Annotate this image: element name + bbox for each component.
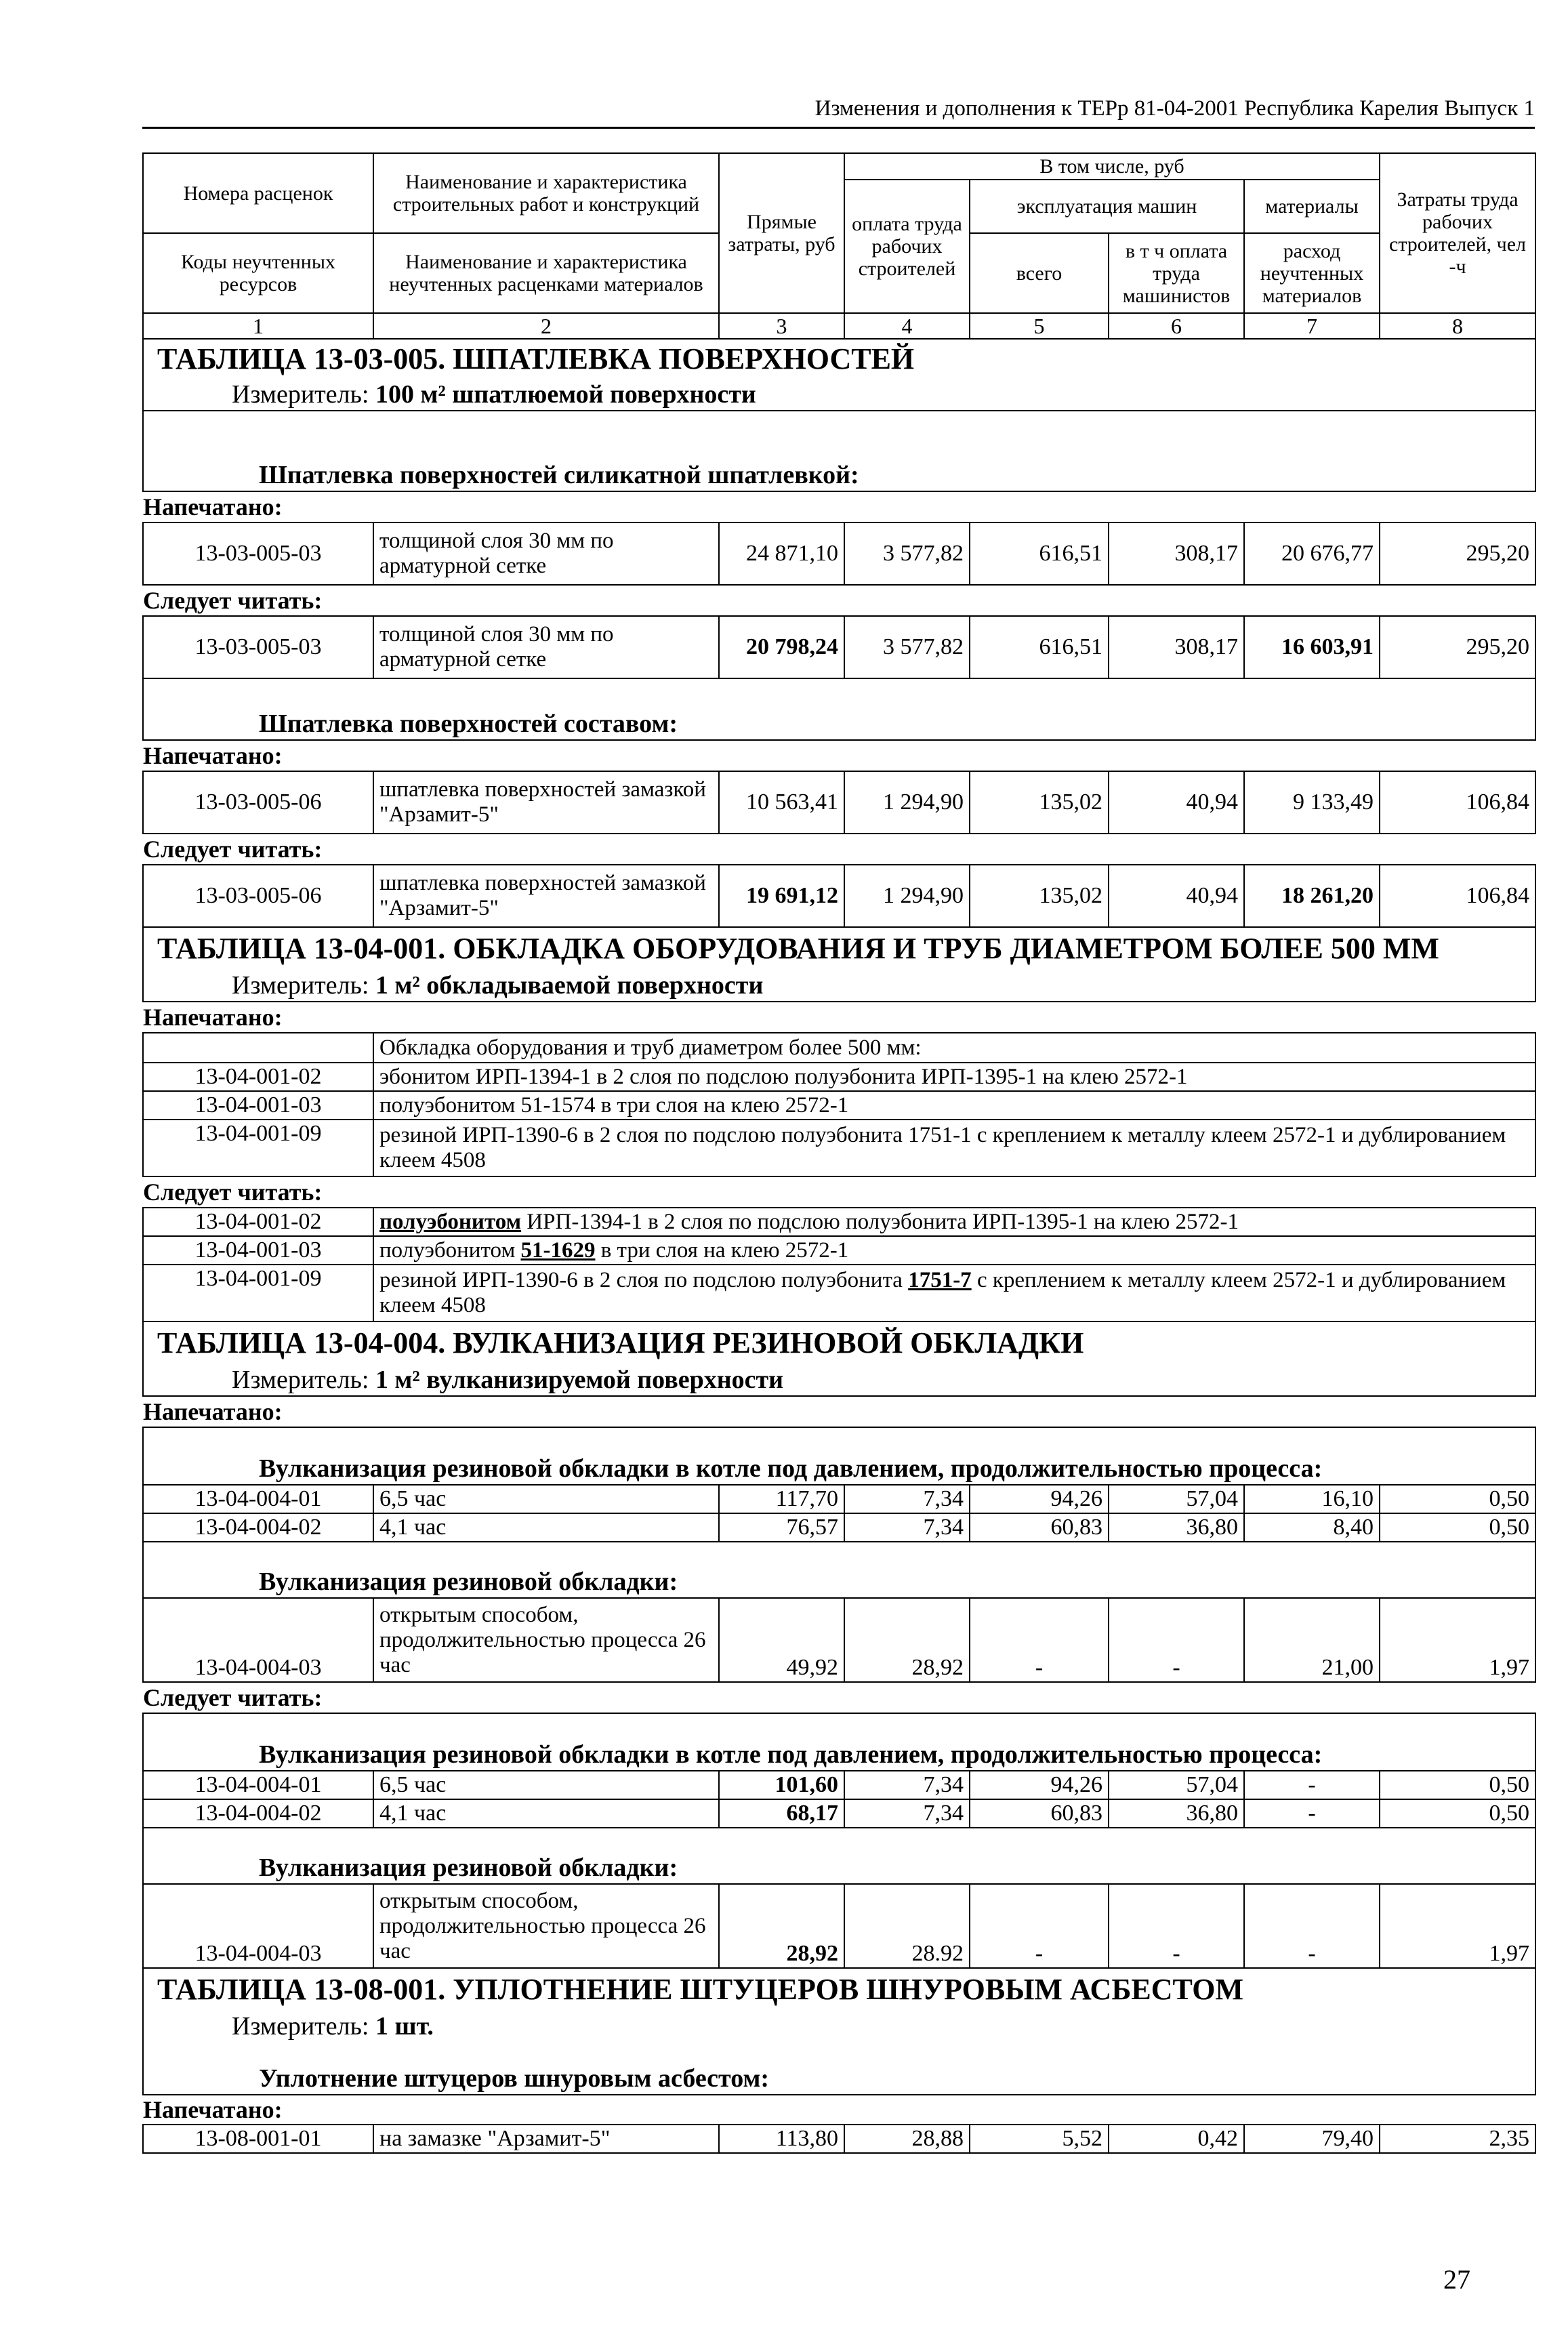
table-row: 13-03-005-03 толщиной слоя 30 мм по арматурной сетке 20 798,24 3 577,82 616,51 308,17 16 603,91 295,20 <box>143 616 1535 678</box>
list-item: 13-04-001-02 полуэбонитом ИРП-1394-1 в 2 слоя по подслою полуэбонита ИРП-1395-1 на клею 2572-1 <box>143 1208 1535 1236</box>
running-header: Изменения и дополнения к ТЕРр 81-04-2001 Республика Карелия Выпуск 1 <box>142 95 1535 129</box>
list-item: 13-04-001-09 резиной ИРП-1390-6 в 2 слоя по подслою полуэбонита 1751-7 с креплением к металлу клеем 2572-1 и дублированием клеем 4508 <box>143 1265 1535 1321</box>
section-measure: Измеритель: 1 м² обкладываемой поверхности <box>143 969 1535 1002</box>
label-printed: Напечатано: <box>143 1398 283 1425</box>
section-measure: Измеритель: 1 шт. <box>143 2010 1535 2043</box>
section-title: ТАБЛИЦА 13-04-004. ВУЛКАНИЗАЦИЯ РЕЗИНОВОЙ ОБКЛАДКИ <box>143 1321 1535 1364</box>
hdr-including: В том числе, руб <box>844 153 1380 180</box>
hdr-unaccounted-materials: расход неучтенных материалов <box>1244 233 1380 313</box>
subsection-title: Вулканизация резиновой обкладки: <box>143 1852 1535 1884</box>
label-should-read: Следует читать: <box>143 836 323 863</box>
table-header <box>143 129 1535 313</box>
label-printed: Напечатано: <box>143 2096 283 2123</box>
col-num-1: 1 <box>143 313 373 339</box>
table-row: 13-04-004-01 6,5 час 117,70 7,34 94,26 57,04 16,10 0,50 <box>143 1485 1535 1513</box>
label-should-read: Следует читать: <box>143 1684 323 1711</box>
table-row: 13-04-004-01 6,5 час 101,60 7,34 94,26 57,04 - 0,50 <box>143 1771 1535 1799</box>
subsection-title: Уплотнение штуцеров шнуровым асбестом: <box>143 2063 1535 2095</box>
table-row: 13-04-004-02 4,1 час 68,17 7,34 60,83 36,80 - 0,50 <box>143 1799 1535 1828</box>
table-row: 13-04-004-03 открытым способом, продолжительностью процесса 26 час 28,92 28.92 - - - 1,97 <box>143 1884 1535 1968</box>
hdr-wages: оплата труда рабочих строителей <box>844 180 970 313</box>
label-printed: Напечатано: <box>143 742 283 769</box>
table-row: 13-03-005-06 шпатлевка поверхностей замазкой "Арзамит-5" 10 563,41 1 294,90 135,02 40,94 9 133,49 106,84 <box>143 771 1535 834</box>
hdr-material-name: Наименование и характеристика неучтенных расценками материалов <box>373 233 719 313</box>
hdr-materials: материалы <box>1244 180 1380 233</box>
hdr-resource-codes: Коды неучтенных ресурсов <box>143 233 373 313</box>
hdr-codes: Номера расценок <box>143 153 373 233</box>
section-title: ТАБЛИЦА 13-03-005. ШПАТЛЕВКА ПОВЕРХНОСТЕЙ <box>143 339 1535 378</box>
table-row: 13-04-004-02 4,1 час 76,57 7,34 60,83 36,80 8,40 0,50 <box>143 1513 1535 1542</box>
section-title: ТАБЛИЦА 13-04-001. ОБКЛАДКА ОБОРУДОВАНИЯ И ТРУБ ДИАМЕТРОМ БОЛЕЕ 500 ММ <box>143 927 1535 969</box>
col-num-5: 5 <box>970 313 1109 339</box>
list-item: 13-04-001-03 полуэбонитом 51-1629 в три слоя на клею 2572-1 <box>143 1236 1535 1265</box>
subsection-title: Вулканизация резиновой обкладки в котле под давлением, продолжительностью процесса: <box>143 1739 1535 1771</box>
hdr-labor: Затраты труда рабочих строителей, чел -ч <box>1380 153 1535 313</box>
list-item: 13-04-001-03 полуэбонитом 51-1574 в три слоя на клею 2572-1 <box>143 1091 1535 1120</box>
list-item: 13-04-001-02 эбонитом ИРП-1394-1 в 2 слоя по подслою полуэбонита ИРП-1395-1 на клею 2572-1 <box>143 1063 1535 1091</box>
section-13-03-005 <box>143 339 1535 927</box>
table-row: 13-08-001-01 на замазке "Арзамит-5" 113,80 28,88 5,52 0,42 79,40 2,35 <box>143 2125 1535 2153</box>
section-measure: Измеритель: 1 м² вулканизируемой поверхности <box>143 1364 1535 1396</box>
page-number: 27 <box>1443 2264 1470 2295</box>
section-13-04-001 <box>143 927 1535 1321</box>
column-numbers <box>143 313 1535 339</box>
col-num-7: 7 <box>1244 313 1380 339</box>
table-row: 13-03-005-03 толщиной слоя 30 мм по арматурной сетке 24 871,10 3 577,82 616,51 308,17 20 676,77 295,20 <box>143 522 1535 585</box>
table-row: 13-03-005-06 шпатлевка поверхностей замазкой "Арзамит-5" 19 691,12 1 294,90 135,02 40,94 18 261,20 106,84 <box>143 865 1535 927</box>
hdr-machines-total: всего <box>970 233 1109 313</box>
col-num-4: 4 <box>844 313 970 339</box>
label-should-read: Следует читать: <box>143 1179 323 1206</box>
label-printed: Напечатано: <box>143 1004 283 1031</box>
section-13-08-001 <box>143 1968 1535 2153</box>
rates-table <box>142 129 1536 2154</box>
label-should-read: Следует читать: <box>143 587 323 614</box>
subsection-title: Вулканизация резиновой обкладки в котле под давлением, продолжительностью процесса: <box>143 1453 1535 1485</box>
col-num-8: 8 <box>1380 313 1535 339</box>
table-row: 13-04-004-03 открытым способом, продолжительностью процесса 26 час 49,92 28,92 - - 21,00 1,97 <box>143 1598 1535 1682</box>
hdr-machines: эксплуатация машин <box>970 180 1244 233</box>
list-item: 13-04-001-09 резиной ИРП-1390-6 в 2 слоя по подслою полуэбонита 1751-1 с креплением к металлу клеем 2572-1 и дублированием клеем 4508 <box>143 1120 1535 1176</box>
hdr-work-name: Наименование и характеристика строительных работ и конструкций <box>373 153 719 233</box>
hdr-machinists-wages: в т ч оплата труда машинистов <box>1109 233 1244 313</box>
subsection-title: Шпатлевка поверхностей силикатной шпатлевкой: <box>143 459 1535 491</box>
section-measure: Измеритель: 100 м² шпатлюемой поверхности <box>143 378 1535 411</box>
document-page <box>142 95 1535 2154</box>
subsection-title: Шпатлевка поверхностей составом: <box>143 708 1535 740</box>
subsection-title: Вулканизация резиновой обкладки: <box>143 1566 1535 1598</box>
section-13-04-004 <box>143 1321 1535 1968</box>
hdr-direct-costs: Прямые затраты, руб <box>719 153 844 313</box>
list-item: Обкладка оборудования и труб диаметром более 500 мм: <box>143 1033 1535 1063</box>
col-num-3: 3 <box>719 313 844 339</box>
col-num-6: 6 <box>1109 313 1244 339</box>
section-title: ТАБЛИЦА 13-08-001. УПЛОТНЕНИЕ ШТУЦЕРОВ ШНУРОВЫМ АСБЕСТОМ <box>143 1968 1535 2010</box>
label-printed: Напечатано: <box>143 493 283 520</box>
col-num-2: 2 <box>373 313 719 339</box>
